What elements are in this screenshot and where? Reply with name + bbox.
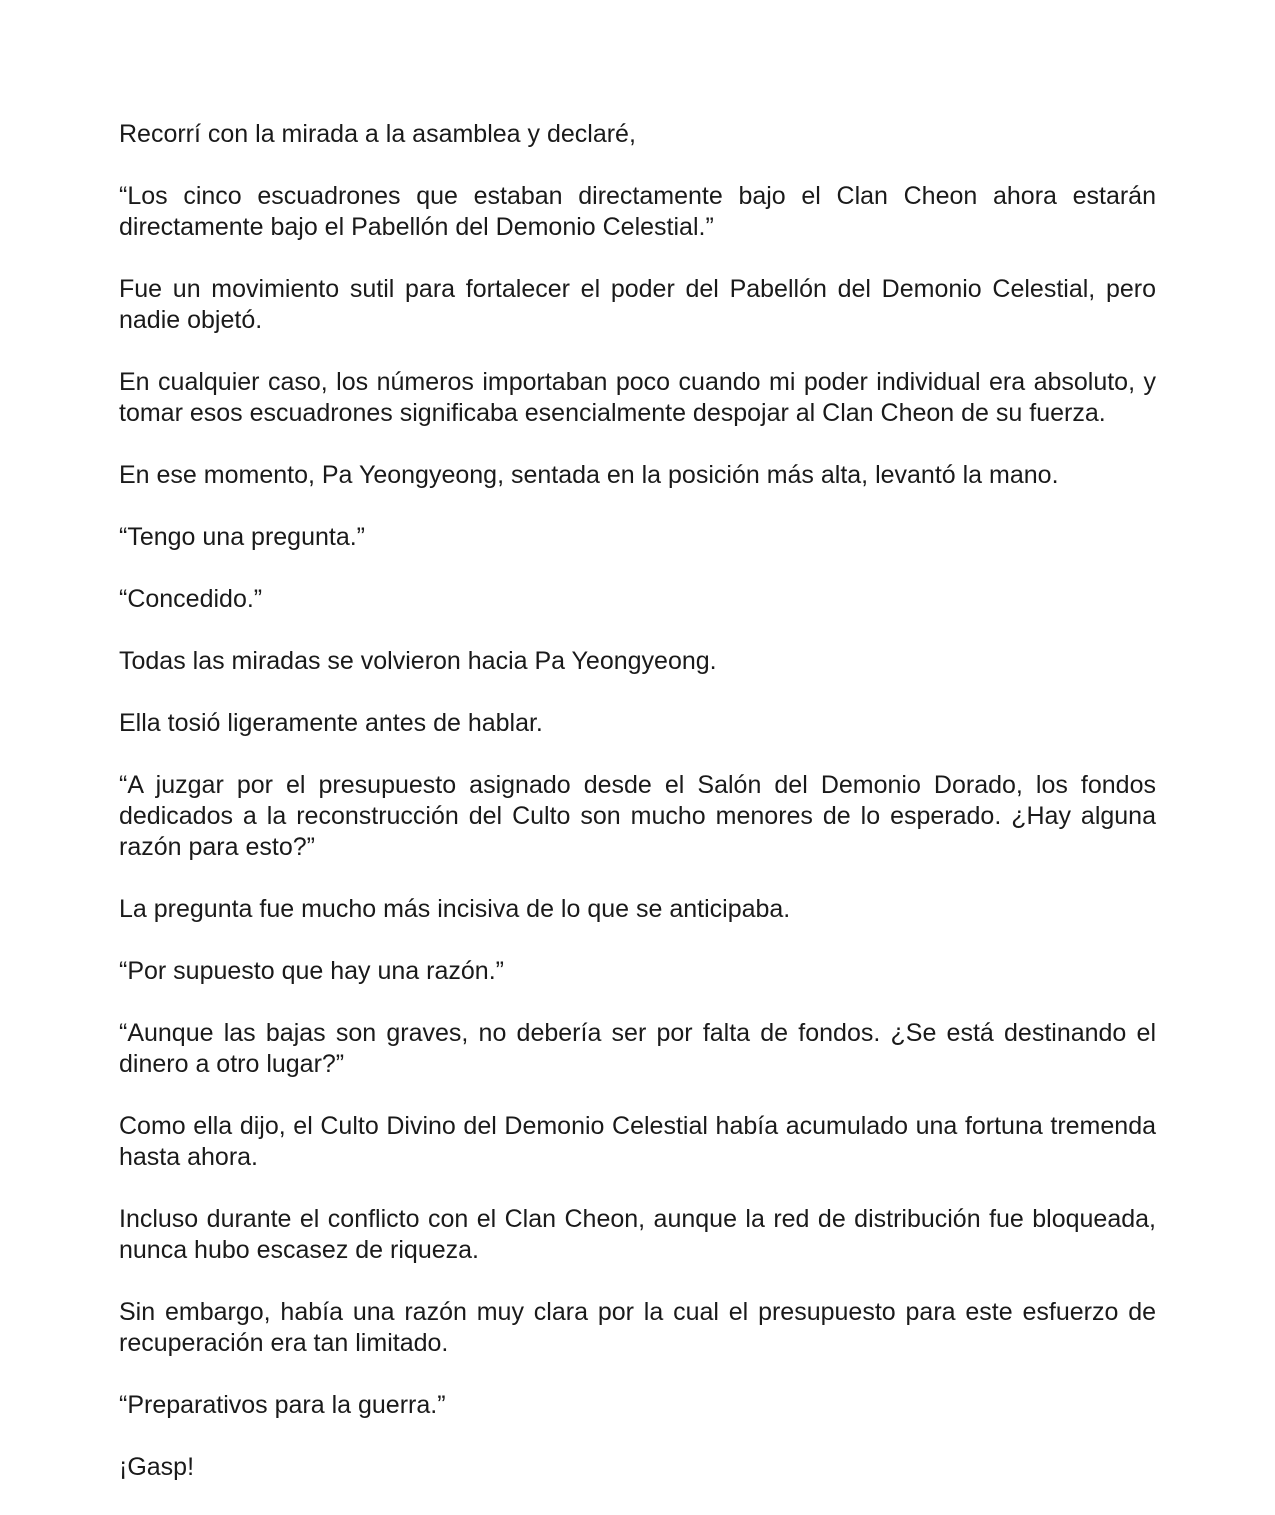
paragraph: “Aunque las bajas son graves, no debería ser por falta de fondos. ¿Se está destinando el dinero a otro lugar?”: [119, 1019, 1156, 1078]
paragraph: En ese momento, Pa Yeongyeong, sentada en la posición más alta, levantó la mano.: [119, 461, 1059, 489]
paragraph: “Preparativos para la guerra.”: [119, 1391, 446, 1419]
paragraph: Como ella dijo, el Culto Divino del Demonio Celestial había acumulado una fortuna tremenda hasta ahora.: [119, 1112, 1156, 1171]
paragraph: Fue un movimiento sutil para fortalecer el poder del Pabellón del Demonio Celestial, pero nadie objetó.: [119, 275, 1156, 334]
paragraph: Ella tosió ligeramente antes de hablar.: [119, 709, 543, 737]
paragraph: “Concedido.”: [119, 585, 263, 613]
paragraph: ¡Gasp!: [119, 1453, 195, 1481]
paragraph: “A juzgar por el presupuesto asignado desde el Salón del Demonio Dorado, los fondos dedicados a la reconstrucción del Culto son mucho menores de lo esperado. ¿Hay alguna razón para esto?”: [119, 771, 1156, 861]
paragraph: “Los cinco escuadrones que estaban directamente bajo el Clan Cheon ahora estarán directamente bajo el Pabellón del Demonio Celestial.”: [119, 182, 1156, 241]
paragraph: Sin embargo, había una razón muy clara por la cual el presupuesto para este esfuerzo de recuperación era tan limitado.: [119, 1298, 1156, 1357]
paragraph: “Tengo una pregunta.”: [119, 523, 366, 551]
paragraph: “Por supuesto que hay una razón.”: [119, 957, 504, 985]
paragraph: Todas las miradas se volvieron hacia Pa Yeongyeong.: [119, 647, 717, 675]
paragraph: Recorrí con la mirada a la asamblea y declaré,: [119, 120, 636, 148]
paragraph: Incluso durante el conflicto con el Clan Cheon, aunque la red de distribución fue bloqueada, nunca hubo escasez de riqueza.: [119, 1205, 1156, 1264]
paragraph: La pregunta fue mucho más incisiva de lo que se anticipaba.: [119, 895, 791, 923]
document-body: [119, 119, 1156, 1514]
paragraph: En cualquier caso, los números importaban poco cuando mi poder individual era absoluto, y tomar esos escuadrones significaba esencialmente despojar al Clan Cheon de su fuerza.: [119, 368, 1156, 427]
